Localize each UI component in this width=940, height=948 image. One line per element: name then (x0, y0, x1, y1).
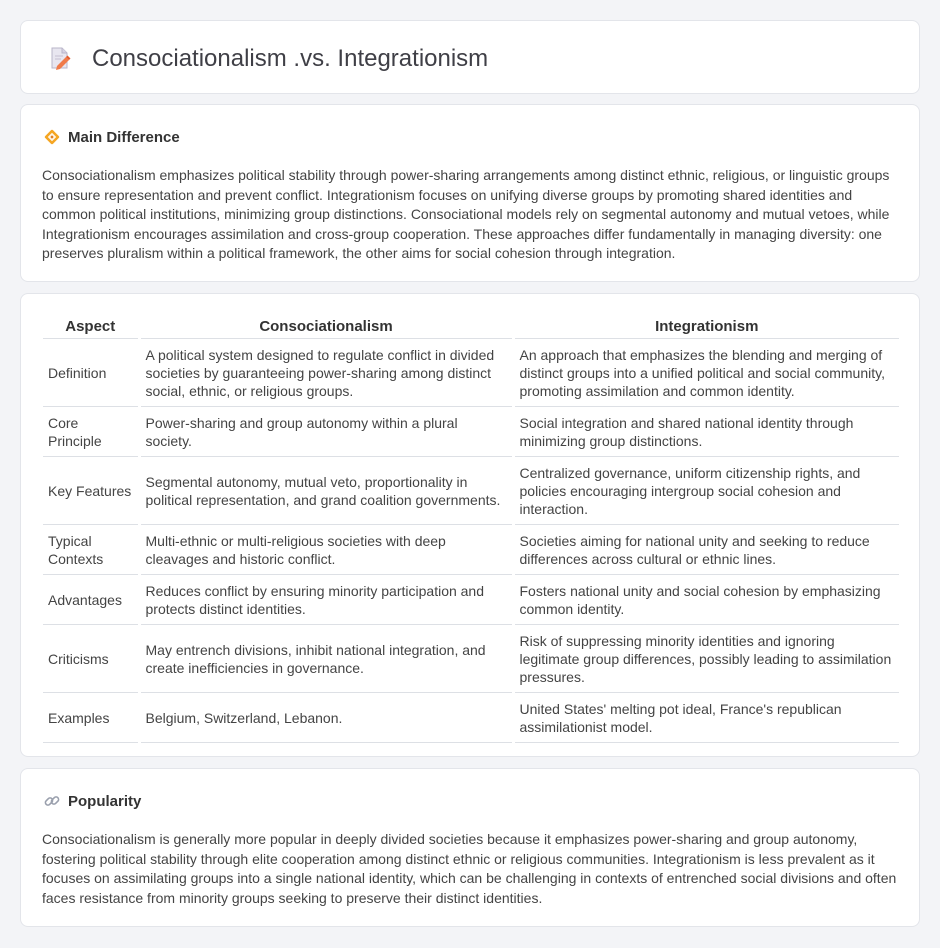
table-row (43, 624, 899, 692)
main-difference-heading: Main Difference (68, 128, 180, 146)
integrationism-cell: Risk of suppressing minority identities and ignoring legitimate group differences, possibly leading to assimilation pressures. (513, 624, 899, 692)
consociationalism-cell: A political system designed to regulate conflict in divided societies by guaranteeing power-sharing among distinct social, ethnic, or religious groups. (139, 338, 513, 406)
comparison-table (43, 314, 899, 743)
popularity-text: Consociationalism is generally more popular in deeply divided societies because it emphasizes power-sharing and group autonomy, fostering political stability through elite cooperation among distinct ethnic or religious communities. Integrationism is less prevalent as it focuses on assimilating groups into a single national identity, which can be challenging in contexts of entrenched social divisions and often faces resistance from minority groups seeking to preserve their distinct identities. (42, 831, 897, 906)
diamond-warning-icon (43, 128, 61, 146)
popularity-card (20, 768, 920, 927)
consociationalism-cell: Belgium, Switzerland, Lebanon. (139, 692, 513, 742)
consociationalism-cell: Segmental autonomy, mutual veto, proportionality in political representation, and grand coalition governments. (139, 456, 513, 524)
aspect-cell: Core Principle (43, 406, 139, 456)
table-row (43, 692, 899, 742)
integrationism-cell: Social integration and shared national identity through minimizing group distinctions. (513, 406, 899, 456)
header-integrationism: Integrationism (513, 314, 899, 338)
table-header-row (43, 314, 899, 338)
main-difference-card (20, 104, 920, 282)
header-consociationalism: Consociationalism (139, 314, 513, 338)
consociationalism-cell: Power-sharing and group autonomy within a plural society. (139, 406, 513, 456)
table-row (43, 406, 899, 456)
table-row (43, 524, 899, 574)
page-title: Consociationalism .vs. Integrationism (92, 45, 489, 72)
consociationalism-cell: Multi-ethnic or multi-religious societies with deep cleavages and historic conflict. (139, 524, 513, 574)
aspect-cell: Typical Contexts (43, 524, 139, 574)
document-edit-icon (48, 46, 72, 70)
link-icon (43, 792, 61, 810)
aspect-cell: Definition (43, 338, 139, 406)
aspect-cell: Advantages (43, 574, 139, 624)
integrationism-cell: Societies aiming for national unity and seeking to reduce differences across cultural or ethnic lines. (513, 524, 899, 574)
table-row (43, 574, 899, 624)
comparison-card (20, 293, 920, 757)
title-card (20, 20, 920, 94)
integrationism-cell: Fosters national unity and social cohesion by emphasizing common identity. (513, 574, 899, 624)
integrationism-cell: United States' melting pot ideal, France's republican assimilationist model. (513, 692, 899, 742)
table-row (43, 338, 899, 406)
aspect-cell: Key Features (43, 456, 139, 524)
consociationalism-cell: Reduces conflict by ensuring minority participation and protects distinct identities. (139, 574, 513, 624)
consociationalism-cell: May entrench divisions, inhibit national integration, and create inefficiencies in governance. (139, 624, 513, 692)
aspect-cell: Criticisms (43, 624, 139, 692)
integrationism-cell: Centralized governance, uniform citizenship rights, and policies encouraging intergroup social cohesion and interaction. (513, 456, 899, 524)
aspect-cell: Examples (43, 692, 139, 742)
main-difference-text: Consociationalism emphasizes political stability through power-sharing arrangements among distinct ethnic, religious, or linguistic groups to ensure representation and prevent conflict. Integrationism focuses on unifying diverse groups by promoting shared identities and common political institutions, minimizing group distinctions. Consociational models rely on segmental autonomy and mutual vetoes, while Integrationism encourages assimilation and cross-group cooperation. These approaches differ fundamentally in managing diversity: one preserves pluralism within a political framework, the other aims for social cohesion through integration. (42, 167, 890, 262)
integrationism-cell: An approach that emphasizes the blending and merging of distinct groups into a unified political and social community, promoting assimilation and common identity. (513, 338, 899, 406)
table-row (43, 456, 899, 524)
header-aspect: Aspect (43, 314, 139, 338)
popularity-heading: Popularity (68, 792, 142, 810)
